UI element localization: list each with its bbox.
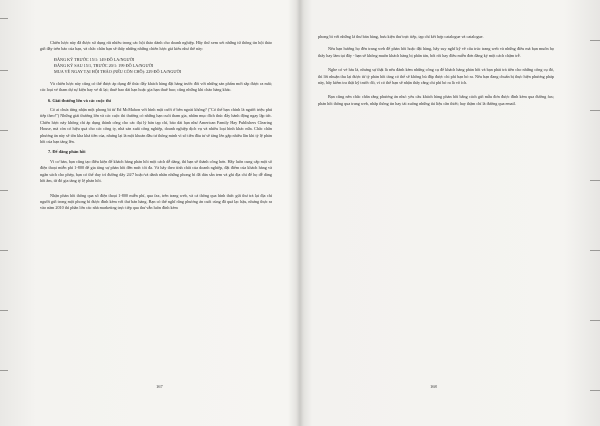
- binder-mark: [590, 390, 600, 395]
- price-line: MUA VÉ NGAY TẠI HỘI THẢO (NẾU CÒN CHỖ): 229 ĐÔ LA/NGƯỜI: [54, 68, 182, 74]
- binder-mark: [0, 18, 8, 23]
- binder-mark: [590, 180, 600, 185]
- binder-mark: [590, 320, 600, 325]
- right-paragraph: Nghe có vẻ lưu là, nhưng sự thật là nếu đánh kèm những công cụ để khách hàng phản hồi và bạn phải trả tiền cho những công cụ đó, thì lời nhuận thu lại được từ tỷ phản hồi tăng có thể sẽ không bù đắp được chi phí bạn bỏ ra. Nếu bạn đang chuẩn bị thực hiện phương pháp này, hãy kiểm tra thật kỹ trước đó, vì có thể bạn sẽ nhận thấy rằng chi phí bỏ ra là vô ích.: [318, 67, 554, 86]
- right-paragraph: phong bì với những lá thư bán hàng, bưu kiện thư trực tiếp, tạp chí kết hợp catalogue và catalogue.: [318, 34, 484, 39]
- left-paragraph: Nhận phản hồi thông qua số điện thoại 1-800 miễn phí, qua fax, trên trang web, và cả thông qua hình thức gửi thư trả lại địa chỉ người gửi trong một phong bì được đính kèm với thư bán hàng. Bạn có thể nghĩ rằng phương án cuối cùng đã quá lạc hậu, nhưng thực ra vào năm 2010 thì phần lớn các nhà marketing trực tiếp qua thư vẫn luôn đính kèm: [40, 192, 272, 211]
- binder-mark: [0, 70, 8, 75]
- binder-mark: [0, 130, 8, 135]
- registration-price-list: [40, 57, 272, 75]
- section-heading: 7. Để dâng phản hồi: [48, 149, 86, 155]
- right-paragraph: Nếu bạn hướng họ đến trang web để phản hồi hoặc đặt hàng, hãy suy nghĩ kỹ về cấu trúc trang web và những điều mà bạn muốn họ thấy hay làm tại đây - bạn sẽ không muốn khách hàng bị phân tán, bối rối hay điều miễn đơn đăng ký một cách chậm trễ.: [318, 46, 554, 58]
- binder-mark: [590, 110, 600, 115]
- binder-mark: [0, 310, 8, 315]
- price-line: ĐĂNG KÝ TRƯỚC 15/1: 149 ĐÔ LA/NGƯỜI: [54, 56, 135, 62]
- right-paragraph: Bạn cũng nên chắc chắn rằng phương án như: yêu cầu khách hàng phản hồi bằng cách gửi mẫu đơn được đính kèm qua đường fax; phản hồi thông qua trang web, nhấp thông tin hay tải xuống những tài liệu cần thiết; hay thậm chí là đường qua email.: [318, 94, 554, 106]
- book-gutter: [296, 0, 304, 426]
- left-paragraph: Và chiến lược này cũng có thể được áp dụng để thúc đẩy khách hàng đặt hàng trước đối với những sản phẩm mới sắp được ra mắt; các loại vé tham dự sự kiện hay vé di lại; thuê bao dài hạn hoặc gia hạn thuê bao; cũng những khi chào hàng khác.: [40, 80, 272, 93]
- price-line: ĐĂNG KÝ SAU 15/1, TRƯỚC 20/1: 199 ĐÔ LA/NGƯỜI: [54, 62, 154, 68]
- binder-mark: [590, 250, 600, 255]
- binder-mark: [0, 370, 8, 375]
- binder-mark: [590, 40, 600, 45]
- left-paragraph: Chiến lược này đã được sử dụng rất nhiều trong các hội thảo dành cho doanh nghiệp. Hãy thử xem xét những từ thông tin hội thảo gửi đây trên báo của bạn, và chắc chắn bạn sẽ thấy những những chiến lược giá kiểu như thế này:: [40, 40, 272, 52]
- binder-mark: [0, 250, 8, 255]
- section-heading: 6. Giải thưởng lớn và các cuộc thi: [48, 97, 111, 103]
- left-paragraph: Có ai chưa từng nhận một phong bì từ Ed McMahon với hình mặt cười ở bên ngoài không? ("Có thể bạn chính là người triệu phú tiếp theo!") Những giải thưởng lớn và các cuộc thi thường có những hạn cuối tham gia, nhằm mục đích thúc đẩy hành động ngay lập tức. Chiến lược này không chỉ áp dụng thành công cho các đại lý bán tạp chí, báo dài hạn như American Family Hay Publishers Clearing House, mà còn có hiệu quả cho các công ty, nhà sản xuất công nghiệp, doanh nghiệp dịch vụ và nhiều loại hình khác nữa. Chắc chắn phương án này sẽ tốn kha khá tiền của, nhưng lại là một khoản đầu tư thông minh vì số tiền đầu tư sẽ tăng lên gấp nhiều lần khi tỷ lệ phản hồi của bạn tăng lên.: [40, 107, 272, 145]
- binder-mark: [0, 190, 8, 195]
- left-paragraph: Vì cơ bản, bạn cũng tạo điều kiện để khách hàng phản hồi một cách dễ dàng, thì bạn sẽ thành công hơn. Hãy luôn cung cấp một số điện thoại miễn phí 1-800 để gia tăng sự phản hồi đến mức tối đa. Và hãy theo tính chất của doanh nghiệp, đặt điểm của khách hàng và ngân sách cho phép, bạn có thể duy trì đường dây 24/7 hoặc/và dành nhân những phong bì đã dán sẵn tem và ghi địa chỉ để họ dễ dàng hồi âm, từ đó gia tăng tỷ lệ phản hồi.: [40, 158, 272, 184]
- right-page: [318, 0, 554, 426]
- left-page: [40, 0, 272, 426]
- page-number: 168: [430, 384, 437, 389]
- page-number: 167: [156, 384, 163, 389]
